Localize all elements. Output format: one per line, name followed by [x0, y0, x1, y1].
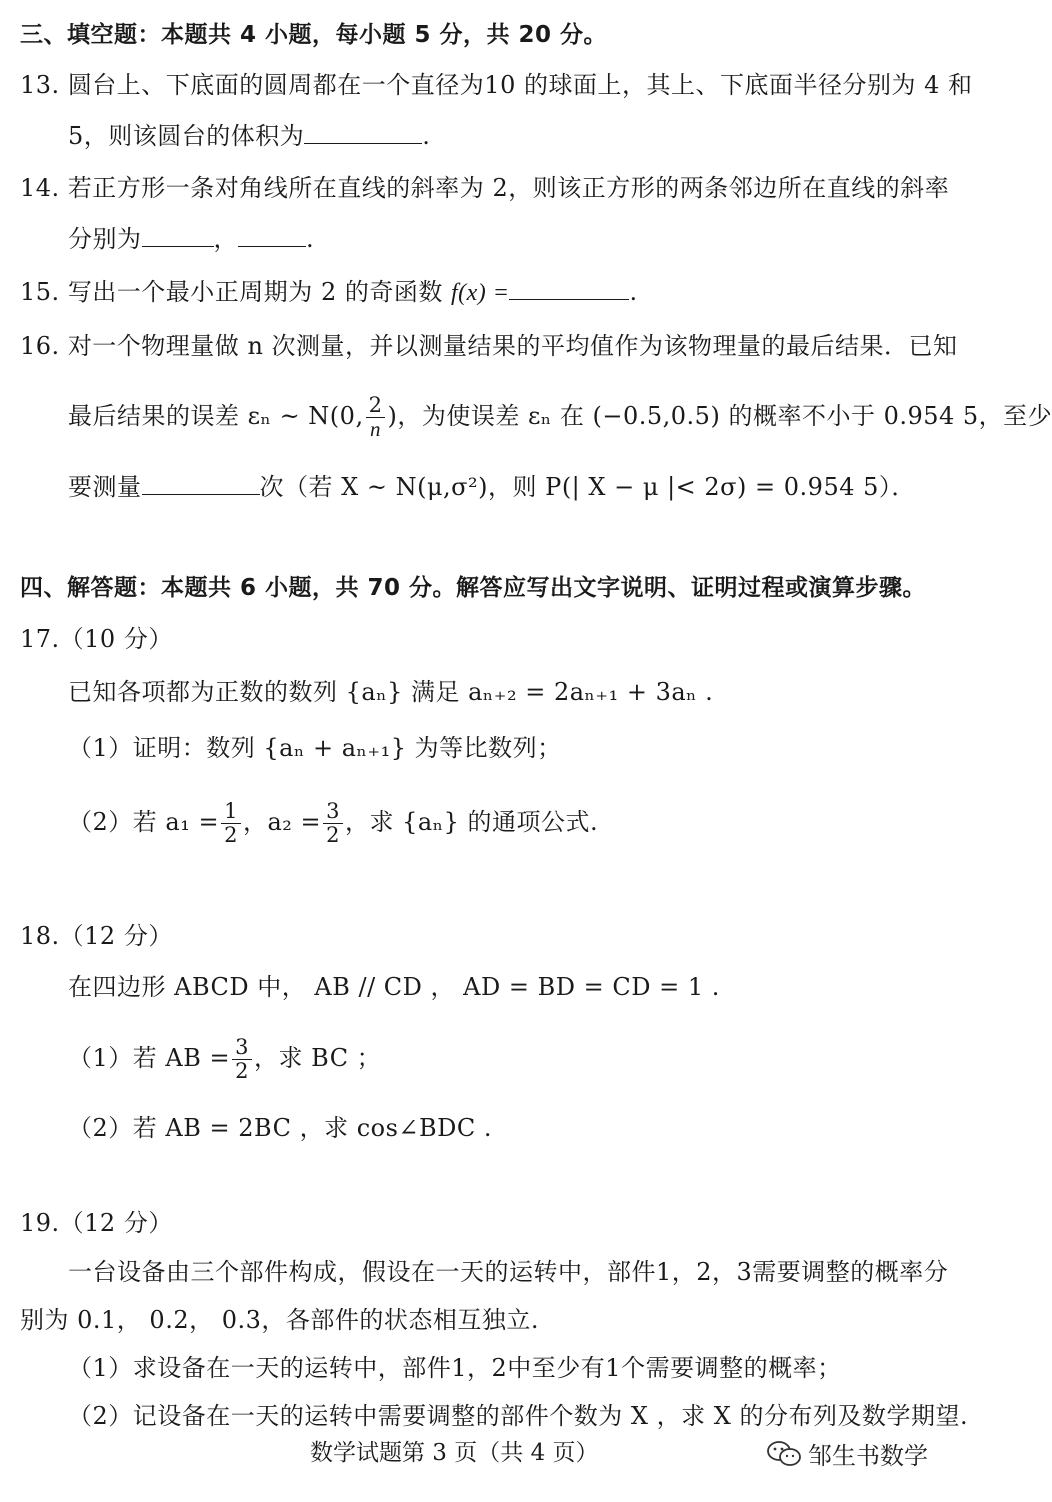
question-18-header: 18.（12 分）	[20, 922, 173, 950]
question-16-text-2b: )，为使误差 εₙ 在 (−0.5,0.5) 的概率不小于 0.954 5，至少	[387, 402, 1052, 430]
question-19-header: 19.（12 分）	[20, 1209, 173, 1237]
answer-blank[interactable]	[238, 224, 306, 247]
fraction	[366, 394, 386, 441]
question-17-part-2	[68, 794, 598, 850]
question-14-number: 14.	[20, 174, 60, 202]
wechat-icon	[766, 1440, 802, 1468]
question-17-part-1: （1）证明：数列 {aₙ + aₙ₊₁} 为等比数列；	[68, 734, 562, 762]
question-16-line-3	[68, 472, 916, 502]
question-16-number: 16.	[20, 332, 60, 360]
question-13-text-2: 5，则该圆台的体积为	[68, 122, 305, 150]
fraction-denominator: n	[370, 417, 382, 441]
question-14-end: .	[306, 225, 315, 253]
question-16-text-3a: 要测量	[68, 473, 142, 501]
question-13-text: 圆台上、下底面的圆周都在一个直径为10 的球面上，其上、下底面半径分别为 4 和	[67, 71, 973, 99]
question-15-number: 15.	[20, 278, 60, 306]
page-footer: 数学试题第 3 页（共 4 页）	[310, 1440, 599, 1466]
fraction	[323, 800, 343, 847]
question-13-line-1	[20, 70, 973, 100]
question-19-part-2: （2）记设备在一天的运转中需要调整的部件个数为 X ，求 X 的分布列及数学期望.	[68, 1402, 969, 1430]
fraction	[232, 1036, 252, 1083]
watermark	[766, 1436, 928, 1471]
question-18-part-1a: （1）若 AB =	[68, 1044, 231, 1072]
question-15-end: .	[629, 278, 638, 306]
question-13-line-2	[68, 121, 430, 151]
question-14-separator: ，	[213, 225, 238, 253]
fraction-denominator: 2	[224, 823, 238, 847]
question-15-function: f(x) =	[450, 280, 510, 306]
question-16-text-2a: 最后结果的误差 εₙ ~ N(0,	[68, 402, 364, 430]
question-19-stem-1: 一台设备由三个部件构成，假设在一天的运转中，部件1，2，3需要调整的概率分	[68, 1258, 949, 1286]
fraction-numerator: 1	[221, 800, 241, 824]
fraction-numerator: 3	[323, 800, 343, 824]
question-17-part-2b: ，a₂ =	[242, 808, 322, 836]
answer-blank[interactable]	[142, 224, 214, 247]
fraction-denominator: 2	[326, 823, 340, 847]
question-17-part-2a: （2）若 a₁ =	[68, 808, 220, 836]
question-16-line-1	[20, 331, 958, 361]
question-17-part-2c: ，求 {aₙ} 的通项公式.	[345, 808, 599, 836]
question-18-part-2: （2）若 AB = 2BC ，求 cos∠BDC .	[68, 1114, 493, 1142]
question-19-part-1: （1）求设备在一天的运转中，部件1，2中至少有1个需要调整的概率；	[68, 1354, 842, 1382]
question-17-stem: 已知各项都为正数的数列 {aₙ} 满足 aₙ₊₂ = 2aₙ₊₁ + 3aₙ .	[68, 678, 714, 706]
question-14-line-1	[20, 173, 949, 203]
fraction-numerator: 3	[232, 1036, 252, 1060]
question-16-text: 对一个物理量做 n 次测量，并以测量结果的平均值作为该物理量的最后结果．已知	[67, 332, 958, 360]
question-15-text: 写出一个最小正周期为 2 的奇函数	[67, 278, 443, 306]
watermark-text: 邹生书数学	[808, 1442, 928, 1470]
question-18-part-1	[68, 1030, 381, 1086]
question-15-line	[20, 277, 638, 308]
question-16-line-2	[68, 388, 1052, 444]
fraction-numerator: 2	[366, 394, 386, 418]
question-17-header: 17.（10 分）	[20, 625, 173, 653]
question-18-part-1b: ，求 BC ；	[253, 1044, 382, 1072]
section-4-heading: 四、解答题：本题共 6 小题，共 70 分。解答应写出文字说明、证明过程或演算步骤。	[20, 575, 927, 601]
fraction	[221, 800, 241, 847]
question-16-text-3b: 次（若 X ~ N(μ,σ²)，则 P(| X − μ |< 2σ) = 0.954 5）．	[259, 473, 916, 501]
answer-blank[interactable]	[142, 472, 260, 495]
fraction-denominator: 2	[235, 1059, 249, 1083]
section-3-heading: 三、填空题：本题共 4 小题，每小题 5 分，共 20 分。	[20, 22, 608, 48]
question-18-stem: 在四边形 ABCD 中， AB // CD ， AD = BD = CD = 1 .	[68, 973, 720, 1001]
question-13-number: 13.	[20, 71, 60, 99]
question-14-text-2: 分别为	[68, 225, 142, 253]
question-19-stem-2: 别为 0.1， 0.2， 0.3，各部件的状态相互独立.	[20, 1306, 540, 1334]
question-13-end: .	[422, 122, 431, 150]
answer-blank[interactable]	[304, 121, 422, 144]
question-14-line-2	[68, 224, 314, 254]
question-14-text: 若正方形一条对角线所在直线的斜率为 2，则该正方形的两条邻边所在直线的斜率	[67, 174, 950, 202]
answer-blank[interactable]	[509, 277, 629, 300]
